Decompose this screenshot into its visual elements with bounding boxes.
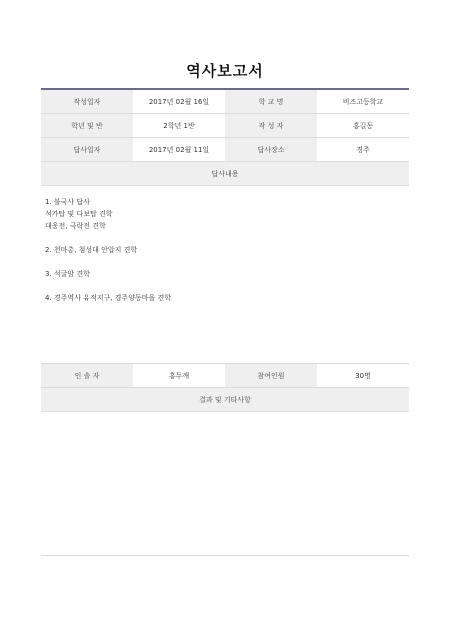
results-body — [41, 412, 409, 556]
info-row — [41, 114, 409, 138]
grade-class-label: 학년 및 반 — [41, 114, 133, 138]
grade-class-value: 2학년 1반 — [133, 114, 225, 138]
content-line: 대웅전, 극락전 견학 — [45, 222, 106, 230]
date-written-value: 2017년 02월 16일 — [133, 89, 225, 114]
page-title: 역사보고서 — [186, 62, 264, 80]
results-header-row — [41, 388, 409, 412]
content-header: 답사내용 — [41, 162, 409, 186]
author-value: 홍길동 — [317, 114, 409, 138]
content-row — [41, 186, 409, 364]
school-name-value: 비즈고등학교 — [317, 89, 409, 114]
content-line — [45, 232, 405, 244]
content-line: 3. 석굴암 견학 — [45, 270, 90, 278]
content-line: 1. 불국사 답사 — [45, 198, 90, 206]
results-header: 결과 및 기타사항 — [41, 388, 409, 412]
visit-place-value: 경주 — [317, 138, 409, 162]
visit-place-label: 답사장소 — [225, 138, 317, 162]
content-line: 석가탑 및 다보탑 견학 — [45, 210, 113, 218]
participant-count-value: 30명 — [317, 364, 409, 388]
school-name-label: 학 교 명 — [225, 89, 317, 114]
results-row — [41, 412, 409, 556]
participant-count-label: 참여인원 — [225, 364, 317, 388]
leader-label: 인 솔 자 — [41, 364, 133, 388]
content-line: 4. 경주역사 유적지구, 경주양동마을 견학 — [45, 294, 171, 302]
content-body — [41, 186, 409, 364]
visit-date-label: 답사일자 — [41, 138, 133, 162]
date-written-label: 작성일자 — [41, 89, 133, 114]
leader-value: 홍두깨 — [133, 364, 225, 388]
content-line — [45, 280, 405, 292]
content-line — [45, 256, 405, 268]
visit-date-value: 2017년 02월 11일 — [133, 138, 225, 162]
content-line: 2. 천마총, 첨성대 안압지 견학 — [45, 246, 138, 254]
content-header-row — [41, 162, 409, 186]
report-table — [41, 88, 409, 556]
participants-row — [41, 364, 409, 388]
info-row — [41, 138, 409, 162]
author-label: 작 성 자 — [225, 114, 317, 138]
info-row — [41, 89, 409, 114]
